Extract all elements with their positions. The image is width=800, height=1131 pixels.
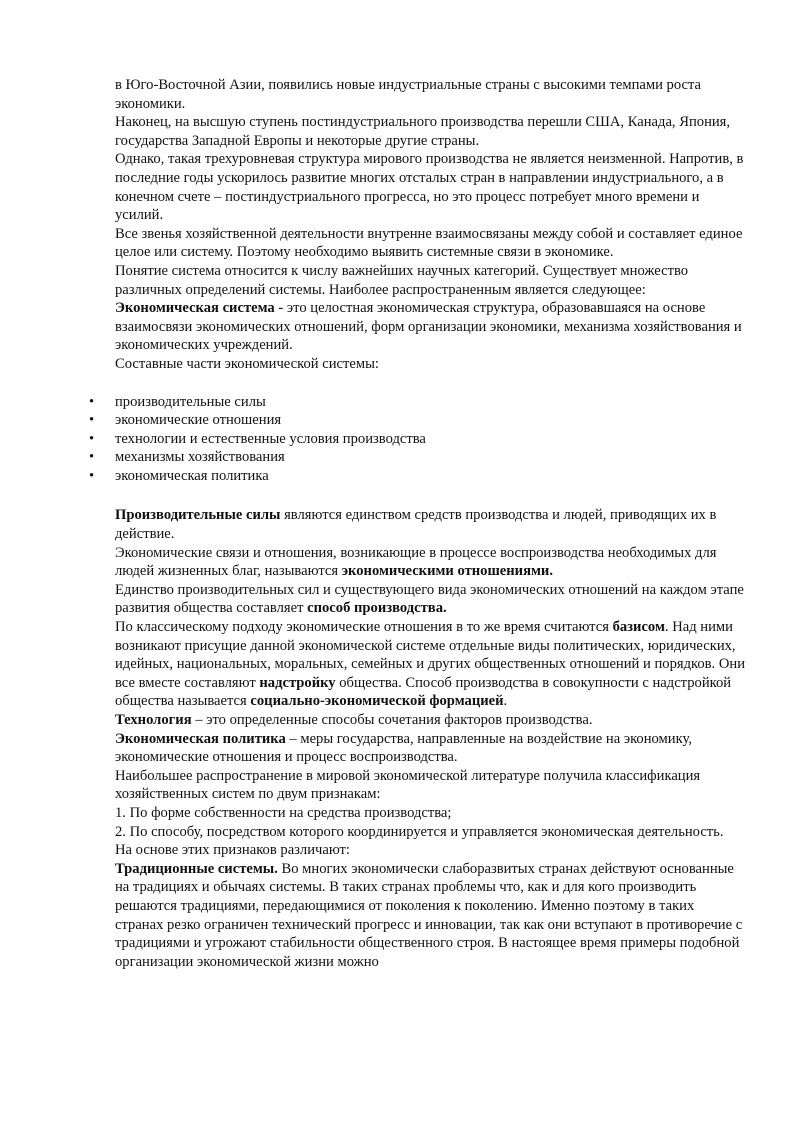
bullet-icon: • [89, 449, 95, 466]
list-item [89, 448, 745, 467]
bullet-icon: • [89, 430, 95, 447]
paragraph-basis-superstructure [115, 618, 745, 711]
bullet-icon: • [89, 393, 95, 410]
term-economic-policy: Экономическая политика [115, 730, 286, 747]
economic-relations-text: Экономические связи и отношения, возникающие в процессе воспроизводства необходимых для людей жизненных благ, называются [115, 544, 717, 580]
paragraph-economic-policy [115, 730, 745, 767]
term-technology: Технология [115, 712, 192, 728]
paragraph-mode-of-production [115, 581, 745, 618]
bullet-icon: • [89, 412, 95, 429]
paragraph-three-level-structure: Однако, такая трехуровневая структура мирового производства не является неизменной. Напротив, в последние годы ускорилось развитие многих отсталых стран в направлении индустриального, а в конечном счете – постиндустриального прогресса, но это процесс потребует много времени и усилий. [115, 151, 744, 224]
paragraph-asia: в Юго-Восточной Азии, появились новые индустриальные страны с высокими темпами роста экономики. [115, 77, 702, 112]
term-socio-economic-formation: социально-экономической формацией [250, 693, 504, 710]
paragraph-postindustrial: Наконец, на высшую ступень постиндустриального производства перешли США, Канада, Япония, государства Западной Европы и некоторые другие страны. [115, 114, 731, 149]
term-productive-forces: Производительные силы [115, 507, 281, 524]
definition-economic-system-text: - это целостная экономическая структура, образовавшаяся на основе взаимосвязи экономических отношений, форм организации экономики, механизма хозяйствования и экономических учреждений. [115, 300, 742, 354]
term-economic-system: Экономическая система [115, 300, 275, 317]
list-item [89, 411, 745, 430]
list-item-text: механизмы хозяйствования [115, 449, 285, 466]
economic-policy-text: – меры государства, направленные на воздействие на экономику, экономические отношения и процесс воспроизводства. [115, 730, 692, 766]
paragraph-components-intro: Составные части экономической системы: [115, 355, 379, 372]
basis-text-3: общества. Способ производства в совокупности с надстройкой общества называется [115, 674, 732, 710]
paragraph-productive-forces [115, 506, 745, 543]
list-item-text: экономические отношения [115, 412, 282, 429]
criterion-2: 2. По способу, посредством которого координируется и управляется экономическая деятельность. [115, 823, 724, 840]
term-economic-relations: экономическими отношениями. [341, 563, 553, 580]
list-item-text: производительные силы [115, 393, 266, 410]
paragraph-economic-relations [115, 544, 745, 581]
productive-forces-text: являются единством средств производства и людей, приводящих их в действие. [115, 507, 717, 543]
paragraph-traditional-systems [115, 860, 745, 972]
term-mode-of-production: способ производства. [307, 600, 447, 617]
paragraph-classification: Наибольшее распространение в мировой экономической литературе получила классификация хозяйственных систем по двум признакам: [115, 767, 701, 803]
document-page [89, 76, 746, 971]
bullet-icon: • [89, 467, 95, 484]
basis-text-1: По классическому подходу экономические отношения в то же время считаются [115, 619, 613, 636]
list-item-text: технологии и естественные условия производства [115, 430, 426, 447]
mode-of-production-text: Единство производительных сил и существующего вида экономических отношений на каждом этапе развития общества составляет [115, 581, 744, 617]
list-item [89, 393, 745, 412]
criterion-1: 1. По форме собственности на средства производства; [115, 804, 452, 821]
paragraph-interconnection: Все звенья хозяйственной деятельности внутренне взаимосвязаны между собой и составляет единое целое или систему. Поэтому необходимо выявить системные связи в экономике. [115, 225, 743, 261]
paragraph-economic-system-definition [115, 299, 745, 355]
basis-text-2: . Над ними возникают присущие данной экономической системе отдельные виды политических, юридических, идейных, национальных, моральных, семейных и других общественных отношений и порядков. Они все вместе составляют [115, 619, 746, 691]
list-item-text: экономическая политика [115, 467, 269, 484]
list-item [89, 430, 745, 449]
traditional-systems-text: Во многих экономически слаборазвитых странах действуют основанные на традициях и обычаях системы. В таких странах проблемы что, как и для кого производить решаются традициями, передающимися от поколения к поколению. Именно поэтому в таких странах резко ограничен технический прогресс и инновации, так как они вступают в противоречие с традициями и угрожают стабильности общественного строя. В настоящее время примеры подобной организации экономической жизни можно [115, 860, 743, 970]
technology-text: – это определенные способы сочетания факторов производства. [191, 712, 593, 728]
paragraph-system-concept: Понятие система относится к числу важнейших научных категорий. Существует множество различных определений системы. Наиболее распространенным является следующее: [115, 262, 689, 298]
term-superstructure: надстройку [259, 674, 336, 691]
list-item [89, 467, 745, 486]
paragraph-technology [115, 711, 745, 730]
components-list [89, 393, 745, 486]
paragraph-distinguish: На основе этих признаков различают: [115, 842, 350, 859]
basis-text-4: . [503, 693, 508, 710]
term-traditional-systems: Традиционные системы. [115, 860, 278, 877]
term-basis: базисом [612, 619, 665, 636]
